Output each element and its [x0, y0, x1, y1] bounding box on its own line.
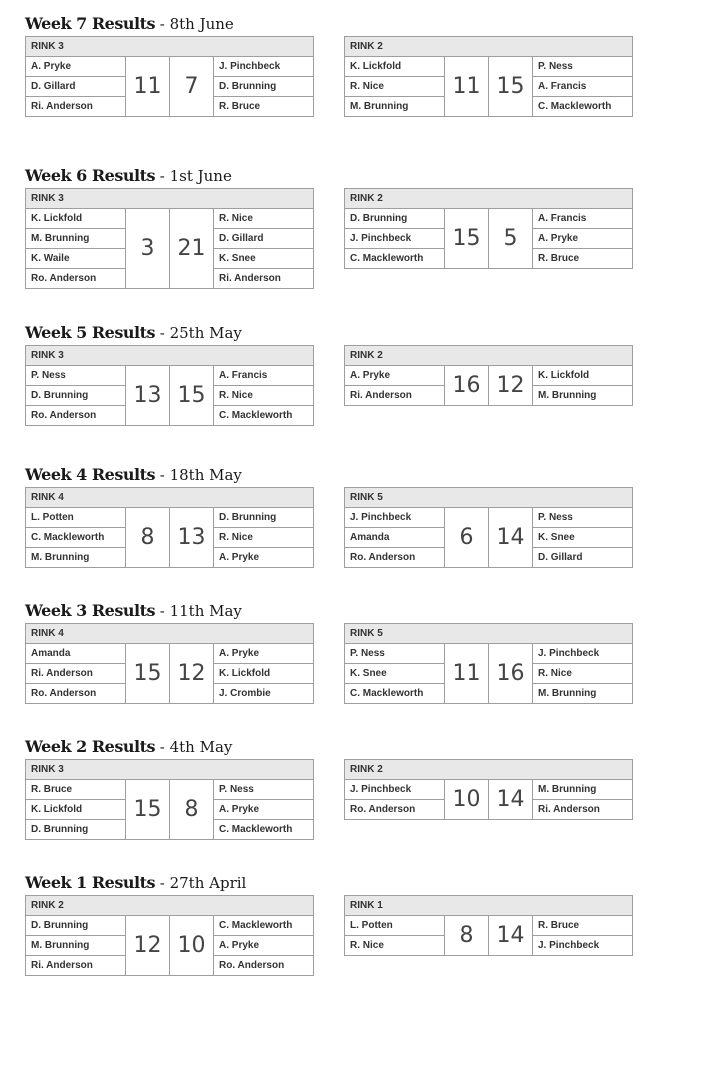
player-name-team-a: J. Pinchbeck	[345, 508, 445, 528]
rink-label: RINK 2	[345, 346, 633, 366]
week-section	[25, 12, 665, 126]
rink-result-table	[344, 36, 633, 117]
player-name-team-b: R. Nice	[214, 528, 314, 548]
player-row	[26, 57, 314, 77]
player-name-team-a: C. Mackleworth	[345, 249, 445, 269]
score-team-a: 12	[126, 916, 170, 976]
rink-label: RINK 2	[345, 189, 633, 209]
score-team-a: 11	[126, 57, 170, 117]
player-row	[345, 508, 633, 528]
week-heading	[25, 321, 665, 345]
score-team-b: 7	[170, 57, 214, 117]
rink-result-table	[25, 895, 314, 976]
score-team-b: 5	[489, 209, 533, 269]
week-section	[25, 463, 665, 577]
player-row	[345, 916, 633, 936]
score-team-a: 10	[445, 780, 489, 820]
player-name-team-b: D. Brunning	[214, 77, 314, 97]
week-date: - 25th May	[154, 324, 242, 342]
player-name-team-b: R. Nice	[533, 664, 633, 684]
week-title-text: Week 4 Results	[25, 465, 155, 484]
score-team-a: 15	[126, 780, 170, 840]
player-name-team-b: D. Gillard	[533, 548, 633, 568]
rink-result-table	[344, 188, 633, 269]
rink-label: RINK 1	[345, 896, 633, 916]
player-name-team-b: A. Pryke	[214, 800, 314, 820]
week-heading	[25, 599, 665, 623]
player-row	[345, 209, 633, 229]
week-section	[25, 599, 665, 713]
rink-result-table	[344, 759, 633, 820]
player-name-team-a: A. Pryke	[26, 57, 126, 77]
player-name-team-a: Ri. Anderson	[26, 956, 126, 976]
player-name-team-a: M. Brunning	[26, 229, 126, 249]
rinks-row	[25, 188, 665, 284]
player-name-team-a: Ro. Anderson	[26, 406, 126, 426]
rink-label: RINK 4	[26, 488, 314, 508]
player-name-team-b: K. Lickfold	[214, 664, 314, 684]
player-name-team-a: K. Snee	[345, 664, 445, 684]
player-name-team-a: D. Brunning	[26, 916, 126, 936]
week-date: - 1st June	[154, 167, 232, 185]
rinks-row	[25, 759, 665, 849]
rink-label: RINK 2	[26, 896, 314, 916]
player-name-team-b: K. Lickfold	[533, 366, 633, 386]
week-title-text: Week 6 Results	[25, 166, 155, 185]
player-name-team-a: K. Waile	[26, 249, 126, 269]
player-name-team-b: R. Nice	[214, 386, 314, 406]
score-team-a: 11	[445, 57, 489, 117]
player-name-team-a: D. Brunning	[26, 820, 126, 840]
player-row	[26, 644, 314, 664]
week-title-text: Week 7 Results	[25, 14, 155, 33]
player-name-team-a: K. Lickfold	[26, 209, 126, 229]
player-name-team-a: R. Nice	[345, 77, 445, 97]
player-name-team-a: D. Brunning	[26, 386, 126, 406]
player-name-team-b: Ri. Anderson	[214, 269, 314, 289]
rink-label: RINK 2	[345, 37, 633, 57]
player-row	[345, 57, 633, 77]
score-team-b: 14	[489, 780, 533, 820]
player-name-team-a: C. Mackleworth	[26, 528, 126, 548]
player-name-team-b: C. Mackleworth	[533, 97, 633, 117]
player-name-team-b: A. Pryke	[533, 229, 633, 249]
week-date: - 8th June	[154, 15, 234, 33]
player-name-team-a: K. Lickfold	[26, 800, 126, 820]
player-name-team-b: Ri. Anderson	[533, 800, 633, 820]
player-name-team-a: Ro. Anderson	[345, 548, 445, 568]
player-name-team-a: M. Brunning	[26, 548, 126, 568]
score-team-a: 8	[445, 916, 489, 956]
player-name-team-b: J. Pinchbeck	[214, 57, 314, 77]
score-team-b: 16	[489, 644, 533, 704]
score-team-a: 15	[126, 644, 170, 704]
player-row	[26, 209, 314, 229]
rink-label: RINK 3	[26, 37, 314, 57]
player-name-team-b: K. Snee	[214, 249, 314, 269]
player-name-team-a: Amanda	[345, 528, 445, 548]
player-name-team-b: D. Brunning	[214, 508, 314, 528]
player-name-team-a: M. Brunning	[26, 936, 126, 956]
week-title-text: Week 2 Results	[25, 737, 155, 756]
rinks-row	[25, 623, 665, 713]
week-section	[25, 735, 665, 849]
player-name-team-a: Ri. Anderson	[345, 386, 445, 406]
score-team-a: 3	[126, 209, 170, 289]
player-name-team-b: J. Crombie	[214, 684, 314, 704]
player-name-team-a: L. Potten	[26, 508, 126, 528]
score-team-a: 8	[126, 508, 170, 568]
score-team-b: 14	[489, 508, 533, 568]
rinks-row	[25, 895, 665, 985]
score-team-a: 13	[126, 366, 170, 426]
player-name-team-b: J. Pinchbeck	[533, 644, 633, 664]
rinks-row	[25, 36, 665, 126]
week-heading	[25, 463, 665, 487]
score-team-a: 6	[445, 508, 489, 568]
rink-result-table	[25, 487, 314, 568]
player-name-team-a: L. Potten	[345, 916, 445, 936]
score-team-b: 10	[170, 916, 214, 976]
week-heading	[25, 735, 665, 759]
player-name-team-b: R. Bruce	[533, 916, 633, 936]
player-name-team-b: M. Brunning	[533, 386, 633, 406]
rinks-row	[25, 345, 665, 435]
player-name-team-a: Ro. Anderson	[26, 269, 126, 289]
score-team-a: 16	[445, 366, 489, 406]
player-name-team-a: Ro. Anderson	[26, 684, 126, 704]
score-team-b: 12	[489, 366, 533, 406]
player-name-team-a: K. Lickfold	[345, 57, 445, 77]
player-name-team-b: C. Mackleworth	[214, 406, 314, 426]
week-section	[25, 321, 665, 435]
player-name-team-a: D. Brunning	[345, 209, 445, 229]
player-name-team-b: C. Mackleworth	[214, 820, 314, 840]
player-name-team-b: P. Ness	[214, 780, 314, 800]
player-row	[26, 780, 314, 800]
rink-label: RINK 5	[345, 488, 633, 508]
player-name-team-a: J. Pinchbeck	[345, 229, 445, 249]
week-date: - 4th May	[154, 738, 233, 756]
rink-result-table	[344, 895, 633, 956]
player-name-team-a: R. Nice	[345, 936, 445, 956]
player-name-team-a: R. Bruce	[26, 780, 126, 800]
week-date: - 27th April	[154, 874, 247, 892]
player-name-team-a: A. Pryke	[345, 366, 445, 386]
week-title-text: Week 3 Results	[25, 601, 155, 620]
rink-label: RINK 2	[345, 760, 633, 780]
rink-result-table	[25, 345, 314, 426]
player-row	[26, 508, 314, 528]
player-name-team-a: P. Ness	[26, 366, 126, 386]
score-team-b: 14	[489, 916, 533, 956]
rink-label: RINK 3	[26, 760, 314, 780]
score-team-b: 15	[170, 366, 214, 426]
player-row	[26, 916, 314, 936]
rink-label: RINK 3	[26, 189, 314, 209]
week-title-text: Week 1 Results	[25, 873, 155, 892]
week-heading	[25, 871, 665, 895]
player-name-team-a: D. Gillard	[26, 77, 126, 97]
player-name-team-a: Ro. Anderson	[345, 800, 445, 820]
rink-label: RINK 5	[345, 624, 633, 644]
rink-result-table	[344, 345, 633, 406]
rink-label: RINK 4	[26, 624, 314, 644]
player-name-team-b: A. Francis	[533, 209, 633, 229]
rink-result-table	[25, 759, 314, 840]
player-name-team-a: P. Ness	[345, 644, 445, 664]
player-name-team-b: J. Pinchbeck	[533, 936, 633, 956]
player-name-team-b: P. Ness	[533, 57, 633, 77]
rink-result-table	[25, 623, 314, 704]
rink-label: RINK 3	[26, 346, 314, 366]
player-name-team-a: J. Pinchbeck	[345, 780, 445, 800]
player-name-team-b: R. Bruce	[533, 249, 633, 269]
player-name-team-b: A. Pryke	[214, 548, 314, 568]
score-team-b: 21	[170, 209, 214, 289]
player-row	[345, 644, 633, 664]
player-row	[345, 366, 633, 386]
player-name-team-b: K. Snee	[533, 528, 633, 548]
player-name-team-b: A. Pryke	[214, 644, 314, 664]
score-team-b: 8	[170, 780, 214, 840]
week-section	[25, 871, 665, 985]
player-name-team-a: Ri. Anderson	[26, 97, 126, 117]
player-row	[26, 366, 314, 386]
player-row	[345, 780, 633, 800]
week-heading	[25, 12, 665, 36]
player-name-team-b: A. Francis	[533, 77, 633, 97]
rink-result-table	[25, 188, 314, 289]
week-date: - 11th May	[154, 602, 242, 620]
player-name-team-a: C. Mackleworth	[345, 684, 445, 704]
player-name-team-a: M. Brunning	[345, 97, 445, 117]
player-name-team-b: A. Francis	[214, 366, 314, 386]
week-heading	[25, 164, 665, 188]
player-name-team-b: R. Nice	[214, 209, 314, 229]
player-name-team-b: A. Pryke	[214, 936, 314, 956]
week-title-text: Week 5 Results	[25, 323, 155, 342]
player-name-team-b: P. Ness	[533, 508, 633, 528]
player-name-team-a: Ri. Anderson	[26, 664, 126, 684]
score-team-b: 12	[170, 644, 214, 704]
player-name-team-b: M. Brunning	[533, 780, 633, 800]
score-team-a: 11	[445, 644, 489, 704]
player-name-team-b: C. Mackleworth	[214, 916, 314, 936]
week-date: - 18th May	[154, 466, 242, 484]
score-team-b: 15	[489, 57, 533, 117]
player-name-team-b: M. Brunning	[533, 684, 633, 704]
rink-result-table	[25, 36, 314, 117]
player-name-team-b: D. Gillard	[214, 229, 314, 249]
player-name-team-b: Ro. Anderson	[214, 956, 314, 976]
score-team-b: 13	[170, 508, 214, 568]
player-name-team-a: Amanda	[26, 644, 126, 664]
rink-result-table	[344, 487, 633, 568]
player-name-team-b: R. Bruce	[214, 97, 314, 117]
week-section	[25, 164, 665, 284]
rink-result-table	[344, 623, 633, 704]
rinks-row	[25, 487, 665, 577]
score-team-a: 15	[445, 209, 489, 269]
